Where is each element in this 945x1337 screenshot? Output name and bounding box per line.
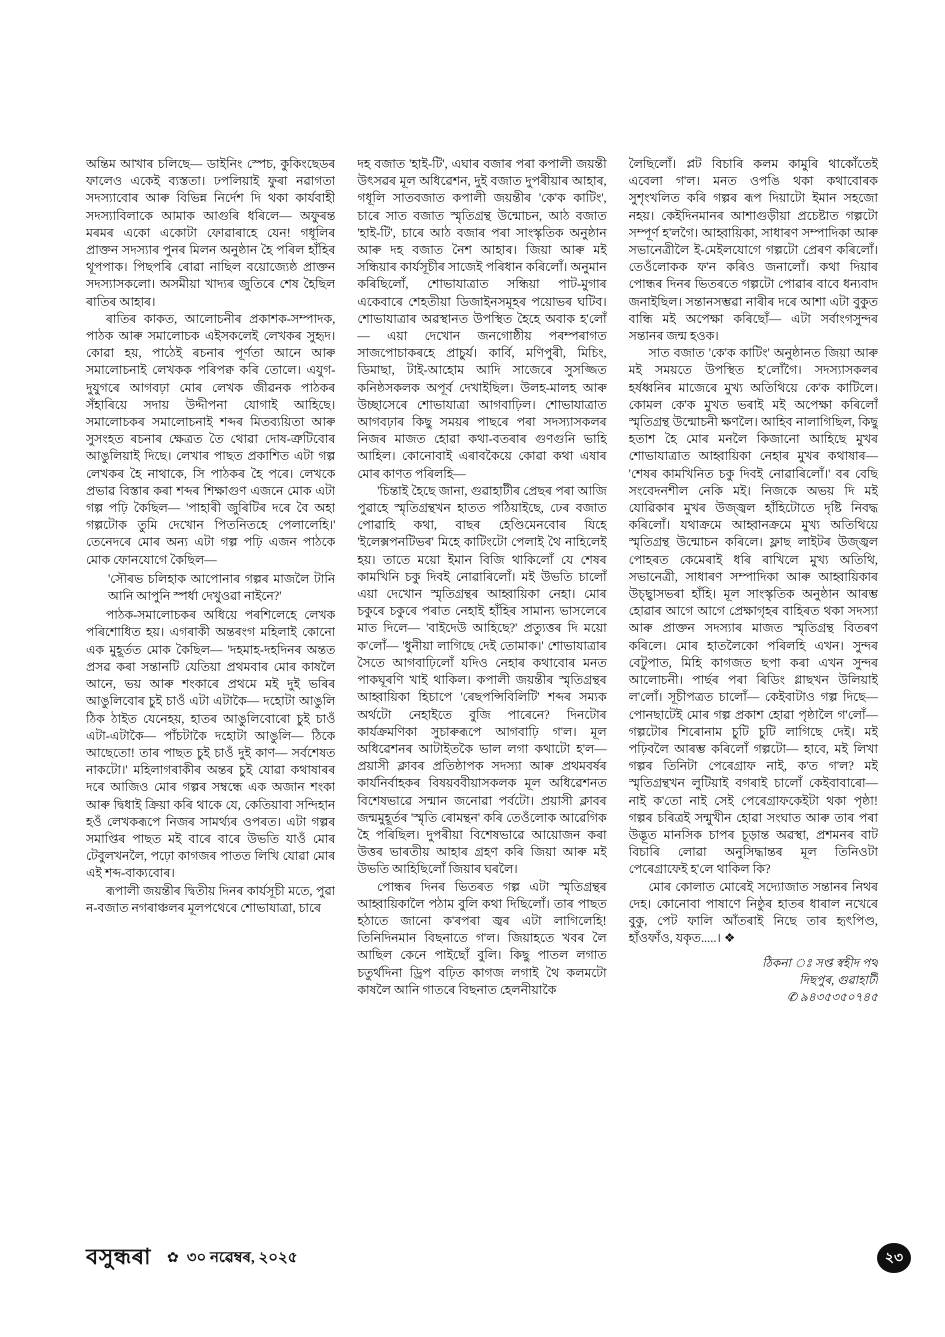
address-line: দিছপুৰ, গুৱাহাটী (799, 973, 878, 988)
text-column-1 (86, 156, 335, 1236)
page-footer (86, 1238, 911, 1278)
text-column-2 (357, 156, 606, 1236)
paragraph: পোন্ধৰ দিনৰ ভিতৰত গল্প এটা স্মৃতিগ্ৰন্থৰ আহ্বায়িকালৈ পঠাম বুলি কথা দিছিলোঁ। তাৰ পাছত হঠাতে জানো ক'ৰপৰা জ্বৰ এটা লাগিলেহি! তিনিদিনমান বিছনাতে গ'ল। জিয়াহতে খবৰ লৈ আছিল কেনে পাইছোঁ বুলি। কিছু পাতল লগাত চতুৰ্থদিনা ড্ৰিপ বঢ়িত কাগজ লগাই থৈ কলমটো কাষলৈ আনি গাতৰে বিছনাত হেলনীয়াকৈ (357, 879, 607, 997)
author-address (629, 955, 878, 1006)
paragraph: অন্তিম আখাৰ চলিছে— ডাইনিং স্পেচ, কুকিংছেডৰ ফালেও একেই ব্যস্ততা। ঢপলিয়াই ফুৰা নৱাগতা সদস্যাবোৰ আৰু বিভিন্ন নিৰ্দেশ দি থকা কাৰ্যবাহী সদস্যাবিলাকে আমাক আগুৰি ধৰিলে— অফুৰন্ত মৰমৰ একো একোটা ফোৱাৰাহে যেন! গধূলিৰ প্ৰাক্তন সদস্যাৰ পুনৰ মিলন অনুষ্ঠান হৈ পৰিল হাঁহিৰ থূপপাক। পিছপৰি ৰোৱা নাছিল বয়োজ্যেষ্ঠ প্ৰাক্তন সদস্যাসকলো। অসমীয়া খাদ্যৰ জুতিৰে শেষ হৈছিল ৰাতিৰ আহাৰ। (86, 157, 336, 309)
issue-date: ৩০ নৱেম্বৰ, ২০২৫ (186, 1249, 298, 1266)
phone-number: ✆ ৯৪৩৫৩৫০৭৪৫ (786, 990, 878, 1005)
paragraph: 'চিন্তাই হৈছে জানা, গুৱাহাটীৰ প্ৰেছৰ পৰা আজি পুৱাহে স্মৃতিগ্ৰন্থখন হাতত পঠিয়াইছে, ঢেৰ বজাত পোৱাহি কথা, বাছৰ হেণ্ডিমেনবোৰ যিহে 'ইলেক্সপনটিভৰ' মিহে কাটিংটো পেলাই থৈ নাহিলেই হয়। তাতে ময়ো ইমান বিজি থাকিলোঁ যে শেষৰ কামখিনি চকু দিবই নোৱাৰিলোঁ। মই উভতি চালোঁ এয়া দেখোন স্মৃতিগ্ৰন্থৰ আহ্বায়িকা নেহা। মোৰ চকুৰে চকুৰে পৰাত নেহাই হাঁহিৰ সামান্য ভাসলেৰে মাত দিলে— 'বাইদেউ আহিছে?' প্ৰত্যুত্তৰ দি ময়ো ক'লোঁ— 'ধুনীয়া লাগিছে দেই তোমাক।' শোভাযাত্ৰাৰ সৈতে আগবাঢ়িলোঁ যদিও নেহাৰ কথাবোৰ মনত পাকঘূৰণি খাই থাকিল। কপালী জয়ন্তীৰ স্মৃতিগ্ৰন্থৰ আহ্বায়িকা হিচাপে 'ৰেছপন্সিবিলিটি' শব্দৰ সম্যক অৰ্থটো নেহাইতে বুজি পাৰেনে? দিনটোৰ কাৰ্যক্ৰমণিকা সুচাৰুৰূপে আগবাঢ়ি গ'ল। মূল অধিৱেশনৰ আটাইতকৈ ভাল লগা কথাটো হ'ল— প্ৰয়াসী ক্লাবৰ প্ৰতিষ্ঠাপক সদস্যা আৰু প্ৰথমবৰ্ষৰ কাৰ্যনিৰ্বাহকৰ বিষয়ববীয়াসকলক মূল অধিৱেশনত বিশেষভাৱে সন্মান জনোৱা পৰ্বটো। প্ৰয়াসী ক্লাবৰ জন্মমুহূৰ্তৰ 'স্মৃতি ৰোমন্থন' কৰি তেওঁলোক আৱেগিক হৈ পৰিছিল। দুপৰীয়া বিশেষভাৱে আয়োজন কৰা উত্তৰ ভাৰতীয় আহাৰ গ্ৰহণ কৰি জিয়া আৰু মই উভতি আহিছিলোঁ জিয়াৰ ঘৰলৈ। (357, 483, 607, 877)
text-column-3 (629, 156, 878, 1236)
paragraph: দহ বজাত 'হাই-টি', এঘাৰ বজাৰ পৰা কপালী জয়ন্তী উৎসৱৰ মূল অধিৱেশন, দুই বজাত দুপৰীয়াৰ আহাৰ, গধূলি সাতবজাত কপালী জয়ন্তীৰ 'কে'ক কাটিং', চাৰে সাত বজাত স্মৃতিগ্ৰন্থ উন্মোচন, আঠ বজাত 'হাই-টি', চাৰে আঠ বজাৰ পৰা সাংস্কৃতিক অনুষ্ঠান আৰু দহ বজাত নৈশ আহাৰ। জিয়া আৰু মই সন্ধিয়াৰ কাৰ্যসূচীৰ সাজেই পৰিধান কৰিলোঁ। অনুমান কৰিছিলোঁ, শোভাযাত্ৰাত সন্ধিয়া পাট-মুগাৰ একেবাৰে শেহতীয়া ডিজাইনসমূহৰ পয়োভৰ ঘটিব। শোভাযাত্ৰাৰ অৱস্থানত উপস্থিত হৈহে অবাক হ'লোঁ— এয়া দেখোন জনগোষ্ঠীয় পৰম্পৰাগত সাজপোচাকৰহে প্ৰাচুৰ্য। কাৰ্বি, মণিপুৰী, মিচিং, ডিমাছা, টাই-আহোম আদি সাজেৰে সুসজ্জিত কনিষ্ঠসকলক অপূৰ্ব দেখাইছিল। উলহ-মালহ আৰু উচ্ছাসেৰে শোভাযাত্ৰা আগবাঢ়িল। শোভাযাত্ৰাত আগবঢ়াৰ কিছু সময়ৰ পাছৰে পৰা সদস্যাসকলৰ নিজৰ মাজত হোৱা কথা-বতৰাৰ গুণগুনি ভাহি আহিল। কোনোবাই এৰাবকৈয়ে কোৱা কথা এষাৰ মোৰ কাণত পৰিলহি— (357, 157, 607, 481)
magazine-title: বসুন্ধৰা (86, 1243, 151, 1269)
paragraph: লৈছিলোঁ। প্লট বিচাৰি কলম কামুৰি থাকোঁতেই এবেলা গ'ল। মনত ওপঙি থকা কথাবোৰক সুশৃংখলিত কৰি গল্পৰ ৰূপ দিয়াটো ইমান সহজো নহয়। কেইদিনমানৰ আশাগুড়ীয়া প্ৰচেষ্টাত গল্পটো সম্পূৰ্ণ হ'লগৈ। আহ্বায়িকা, সাধাৰণ সম্পাদিকা আৰু সভানেত্ৰীলৈ ই-মেইলযোগে গল্পটো প্ৰেৰণ কৰিলোঁ। তেওঁলোকক ফ'ন কৰিও জনালোঁ। কথা দিয়াৰ পোন্ধৰ দিনৰ ভিতৰতে গল্পটো পোৱাৰ বাবে ধন্যবাদ জনাইছিল। সন্তানসম্ভৱা নাৰীৰ দৰে আশা এটা বুকুত বান্ধি মই অপেক্ষা কৰিছোঁ— এটা সৰ্বাংগসুন্দৰ সন্তানৰ জন্ম হওক। (628, 157, 878, 344)
paragraph: ৰাতিৰ কাকত, আলোচনীৰ প্ৰকাশক-সম্পাদক, পাঠক আৰু সমালোচক এইসকলেই লেখকৰ সুহৃদ। কোৱা হয়, পাঠেই ৰচনাৰ পূৰ্ণতা আনে আৰু সমালোচনাই লেখকক পৰিপক্ব কৰি তোলে। এযুগ-দুযুগৰে আগবঢ়া মোৰ লেখক জীৱনক পাঠকৰ সঁহাৰিয়ে সদায় উদ্দীপনা যোগাই আহিছে। সমালোচকৰ সমালোচনাই শব্দৰ মিতব্যয়িতা আৰু সুসংহত ৰচনাৰ ক্ষেত্ৰত তৈ থোৱা দোষ-ত্ৰুটিবোৰ আঙুলিয়াই দিছে। লেখাৰ পাছত প্ৰকাশিত এটা গল্প লেখকৰ হৈ নাথাকে, সি পাঠকৰ হৈ পৰে। লেখকে প্ৰভাৱ বিস্তাৰ কৰা শব্দৰ শিক্ষাগুণ এজনে মোক এটা গল্প পঢ়ি কৈছিল— 'পাহাৰী জুৰিটিৰ দৰে বৈ অহা গল্পটোক তুমি দেখোন পিতনিতহে পেলালেহি।' তেনেদৰে মোৰ অন্য এটা গল্প পঢ়ি এজন পাঠকে মোক ফোনযোগে কৈছিল— (86, 311, 336, 567)
paragraph: পাঠক-সমালোচকৰ অধিয়ে পৰশিলেহে লেখক পৰিশোধিত হয়। এগৰাকী অন্তৰংগ মহিলাই কোনো এক মুহূৰ্তত মোক কৈছিল— 'দহমাহ-দহদিনৰ অন্তত প্ৰসৱ কৰা সন্তানটি যেতিয়া প্ৰথমবাৰ মোৰ কাষলৈ আনে, ভয় আৰু শংকাৰে প্ৰথমে মই দুই ভৰিৰ আঙুলিবোৰ চুই চাওঁ এটা এটাকৈ— দহোটা আঙুলি ঠিক ঠাইত যেনেহয়, হাতৰ আঙুলিবোৰো চুই চাওঁ এটা-এটাকৈ— পাঁচটাকৈ দহোটা আঙুলি— ঠিকে আছেতো! তাৰ পাছত চুই চাওঁ দুই কাণ— সৰ্বশেষত নাকটো।' মহিলাগৰাকীৰ অন্তৰ চুই যোৱা কথাষাৰৰ দৰে আজিও মোৰ গল্পৰ সম্বন্ধে এক অজান শংকা আৰু দ্বিধাই ক্ৰিয়া কৰি থাকে যে, কেতিয়াবা সন্দিহান হওঁ লেখকৰূপে নিজৰ সামৰ্থ্যৰ ওপৰত। এটা গল্পৰ সমাপ্তিৰ পাছত মই বাৰে বাৰে উভতি যাওঁ মোৰ টেবুলখনলৈ, পঢ়ো কাগজৰ পাতত লিখি যোৱা মোৰ এই শব্দ-বাক্যবোৰ। (86, 608, 336, 881)
reader-quote: 'সৌৰভ চলিহাক আপোনাৰ গল্পৰ মাজলৈ টানি আনি আপুনি স্পৰ্ধা দেখুওৱা নাইনে?' (108, 571, 336, 604)
paragraph: মোৰ কোলাত মোৰেই সদ্যোজাত সন্তানৰ নিথৰ দেহ। কোনোবা পাষাণে নিষ্ঠুৰ হাতৰ ধাৰাল নখেৰে বুকু, পেট ফালি আঁতৰাই নিছে তাৰ হৃৎপিণ্ড, হাঁওফাঁও, যকৃত.....। ❖ (628, 879, 878, 946)
flower-ornament-icon: ✿ (166, 1250, 179, 1266)
paragraph: ৰূপালী জয়ন্তীৰ দ্বিতীয় দিনৰ কাৰ্যসূচী মতে, পুৱা ন-বজাত নগৰাঞ্চলৰ মূলপথেৰে শোভাযাত্ৰা, চাৰে (86, 883, 336, 915)
paragraph: সাত বজাত 'কে'ক কাটিং' অনুষ্ঠানত জিয়া আৰু মই সময়তে উপস্থিত হ'লোঁগৈ। সদস্যাসকলৰ হৰ্ষধ্বনিৰ মাজেৰে মুখ্য অতিথিয়ে কে'ক কাটিলে। কোমল কে'ক মুখত ভৰাই মই অপেক্ষা কৰিলোঁ স্মৃতিগ্ৰন্থ উন্মোচনী ক্ষণলৈ। আহিব নালাগিছিল, কিছু হতাশ হৈ মোৰ মনলৈ কিজানো আহিছে মুখৰ শোভাযাত্ৰাত আহ্বায়িকা নেহাৰ মুখৰ কথাষাৰ— 'শেষৰ কামখিনিত চকু দিবই নোৱাৰিলোঁ।' বৰ বেছি সংবেদনশীল নেকি মই। নিজকে অভয় দি মই যোৱিকাৰ মুখৰ উজ্জ্বল হাঁহিটোতে দৃষ্টি নিবদ্ধ কৰিলোঁ। যথাক্ৰমে আহ্বানক্ৰমে মুখ্য অতিথিয়ে স্মৃতিগ্ৰন্থ উন্মোচন কৰিলে। ফ্লাছ লাইটৰ উজ্জ্বল পোহৰত কেমেৰাই ধৰি ৰাখিলে মুখ্য অতিথি, সভানেত্ৰী, সাধাৰণ সম্পাদিকা আৰু আহ্বায়িকাৰ উচ্ছ্বাসভৰা হাঁহি। মূল সাংস্কৃতিক অনুষ্ঠান আৰম্ভ হোৱাৰ আগে আগে প্ৰেক্ষাগৃহৰ বাহিৰত থকা সদস্যা আৰু প্ৰাক্তন সদস্যাৰ মাজত স্মৃতিগ্ৰন্থ বিতৰণ কৰিলে। মোৰ হাতলৈকো পৰিলহি এখন। সুন্দৰ বেটুপাত, মিহি কাগজত ছপা কৰা এখন সুন্দৰ আলোচনী। পাৰ্ছৰ পৰা ৰিডিং গ্লাছখন উলিয়াই ল'লোঁ। সূচীপত্ৰত চালোঁ— কেইবাটাও গল্প দিছে— পোনছাটেই মোৰ গল্প প্ৰকাশ হোৱা পৃষ্ঠালৈ গ'লোঁ— গল্পটোৰ শিৰোনাম চুটি চুটি লাগিছে দেই। মই পঢ়িবলৈ আৰম্ভ কৰিলোঁ গল্পটো— হাবে, মই লিখা গল্পৰ তিনিটা পেৰেগ্ৰাফ নাই, ক'ত গ'ল? মই স্মৃতিগ্ৰন্থখন লুটিয়াই বগৰাই চালোঁ কেইবাবাৰো— নাই ক'তো নাই সেই পেৰেগ্ৰাফকেইটা থকা পৃষ্ঠা! গল্পৰ চৰিত্ৰই সন্মুখীন হোৱা সংঘাত আৰু তাৰ পৰা উদ্ভূত মানসিক চাপৰ চূড়ান্ত অৱস্থা, প্ৰশমনৰ বাট বিচাৰি লোৱা অনুসিদ্ধান্তৰ মূল তিনিওটা পেৰেগ্ৰাফেই হ'লে থাকিল কি? (628, 346, 878, 877)
address-line: ঠিকনা ঃ সপ্ত স্বহীদ পথ (762, 956, 878, 971)
page-number-badge: ২৩ (877, 1243, 911, 1273)
article-body (86, 156, 878, 1236)
